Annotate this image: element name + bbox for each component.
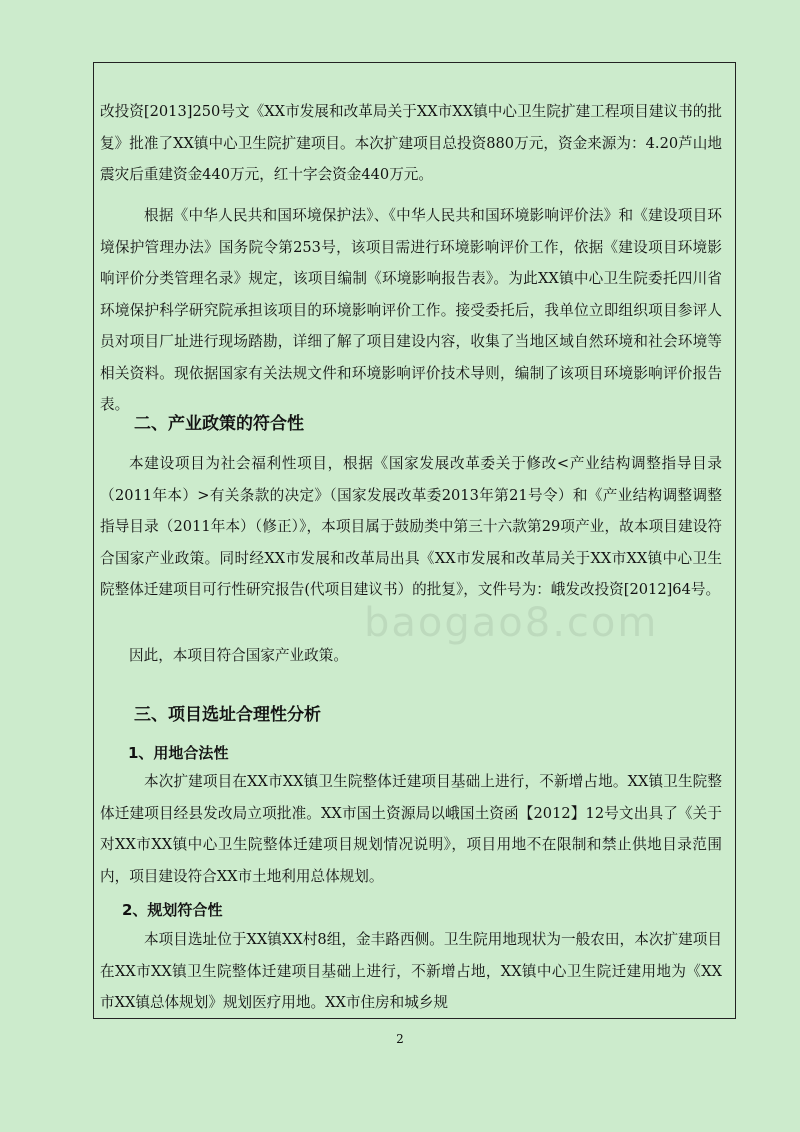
section-heading-site-selection: 三、项目选址合理性分析 — [134, 705, 321, 725]
land-legality-paragraph: 本次扩建项目在XX市XX镇卫生院整体迁建项目基础上进行，不新增占地。XX镇卫生院整体迁建项目经县发改局立项批准。XX市国土资源局以峨国土资函【2012】12号文出具了《关于对XX市XX镇中心卫生院整体迁建项目规划情况说明》，项目用地不在限制和禁止供地目录范围内，项目建设符合XX市土地利用总体规划。 — [100, 773, 722, 885]
section-heading-industrial-policy: 二、产业政策的符合性 — [134, 414, 304, 434]
subsection-title-land-legality: 1、用地合法性 — [128, 744, 229, 762]
policy-paragraph-1: 本建设项目为社会福利性项目，根据《国家发展改革委关于修改<产业结构调整指导目录（2011年本）>有关条款的决定》（国家发展改革委2013年第21号令）和《产业结构调整调整指导目录（2011年本）（修正）》，本项目属于鼓励类中第三十六款第29项产业，故本项目建设符合国家产业政策。同时经XX市发展和改革局出具《XX市发展和改革局关于XX市XX镇中心卫生院整体迁建项目可行性研究报告(代项目建议书）的批复》，文件号为：峨发改投资[2012]64号。 — [100, 455, 722, 598]
intro-paragraph-1: 改投资[2013]250号文《XX市发展和改革局关于XX市XX镇中心卫生院扩建工程项目建议书的批复》批准了XX镇中心卫生院扩建项目。本次扩建项目总投资880万元，资金来源为：4.20芦山地震灾后重建资金440万元，红十字会资金440万元。 — [100, 103, 722, 183]
subsection-title-planning-compliance: 2、规划符合性 — [122, 901, 223, 919]
planning-compliance-paragraph: 本项目选址位于XX镇XX村8组，金丰路西侧。卫生院用地现状为一般农田，本次扩建项目在XX市XX镇卫生院整体迁建项目基础上进行，不新增占地，XX镇中心卫生院迁建用地为《XX市XX镇总体规划》规划医疗用地。XX市住房和城乡规 — [100, 931, 722, 1011]
page-number: 2 — [396, 1032, 404, 1046]
watermark: baogao8.com — [364, 600, 659, 646]
intro-paragraph-2: 根据《中华人民共和国环境保护法》、《中华人民共和国环境影响评价法》和《建设项目环境保护管理办法》国务院令第253号，该项目需进行环境影响评价工作，依据《建设项目环境影响评价分类管理名录》规定，该项目编制《环境影响报告表》。为此XX镇中心卫生院委托四川省环境保护科学研究院承担该项目的环境影响评价工作。接受委托后，我单位立即组织项目参评人员对项目厂址进行现场踏勘，详细了解了项目建设内容，收集了当地区域自然环境和社会环境等相关资料。现依据国家有关法规文件和环境影响评价技术导则，编制了该项目环境影响评价报告表。 — [100, 207, 722, 413]
policy-paragraph-2: 因此，本项目符合国家产业政策。 — [129, 647, 348, 664]
